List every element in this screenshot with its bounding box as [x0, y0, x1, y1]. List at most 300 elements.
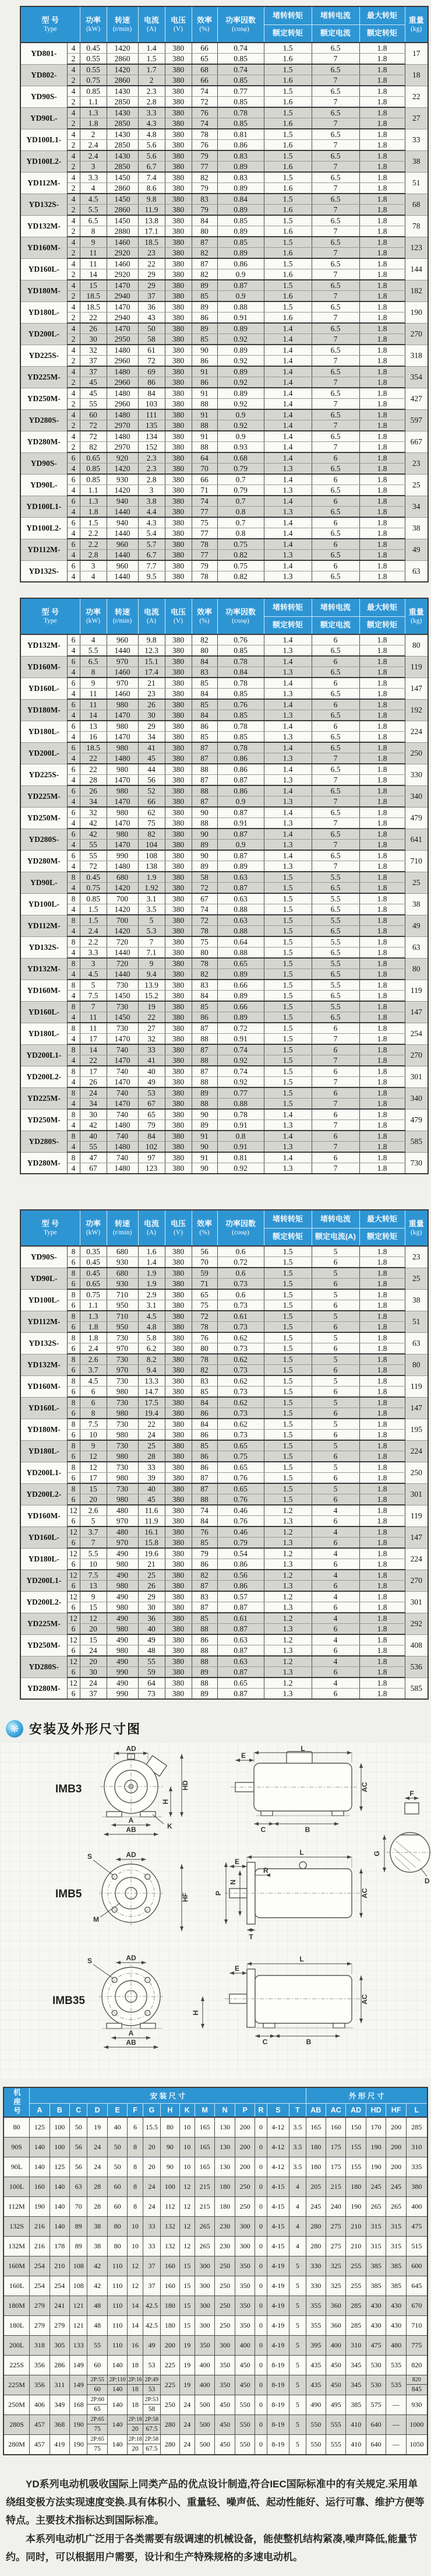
spec-cell: 5.5	[312, 893, 359, 904]
spec-cell: 87	[192, 742, 217, 753]
spec-cell: 2960	[107, 377, 138, 388]
spec-cell: 66	[192, 474, 217, 485]
spec-cell: 2	[67, 183, 80, 194]
dim-cell: 240	[326, 2196, 345, 2216]
spec-cell: 1.8	[359, 1152, 405, 1163]
weight-cell: 301	[405, 1591, 428, 1613]
spec-cell: 6.5	[312, 991, 359, 1002]
dim-cell: 300	[235, 2216, 255, 2236]
spec-cell: 91	[192, 1131, 217, 1142]
spec-cell: 5.5	[80, 205, 107, 216]
spec-table-section-1	[20, 6, 426, 582]
col-voltage-label: 电压	[170, 15, 186, 24]
spec-cell: 2	[67, 334, 80, 345]
spec-cell: 30	[138, 710, 165, 721]
spec-cell: 6.5	[312, 571, 359, 582]
spec-cell: 1.5	[138, 54, 165, 65]
spec-cell: 2860	[107, 183, 138, 194]
spec-cell: 16.1	[138, 1526, 165, 1538]
spec-cell: 930	[107, 1257, 138, 1268]
spec-cell: 1.8	[359, 807, 405, 818]
table-row	[20, 829, 428, 840]
spec-cell: 1.3	[264, 689, 312, 700]
dim-cell: 56	[70, 2137, 87, 2157]
spec-cell: 9.8	[138, 634, 165, 645]
dim-cell: 108	[70, 2276, 87, 2296]
model-cell: YD180L-	[20, 1440, 67, 1462]
spec-cell: 9	[138, 958, 165, 969]
spec-cell: 14	[80, 1044, 107, 1055]
spec-cell: 21	[138, 1559, 165, 1570]
col-speed	[107, 1210, 138, 1246]
spec-cell: 0.85	[80, 474, 107, 485]
spec-cell: 7.1	[138, 947, 165, 959]
col-weight	[405, 598, 428, 634]
spec-cell: 6	[312, 474, 359, 485]
spec-cell: 1.8	[359, 958, 405, 969]
dim-cell: 190	[366, 2157, 386, 2177]
spec-cell: 6	[67, 742, 80, 753]
spec-cell: 1420	[107, 904, 138, 915]
dim-label-ad: AD	[126, 1954, 136, 1962]
spec-cell: 3	[80, 560, 107, 571]
model-cell: YD200L2-	[20, 1483, 67, 1505]
dim-cell: 5	[289, 2414, 306, 2434]
spec-cell: 6	[312, 1044, 359, 1055]
spec-cell: 26	[80, 785, 107, 796]
spec-cell: 70	[192, 1257, 217, 1268]
spec-cell: 9.4	[138, 1365, 165, 1376]
dim-cell: 530	[366, 2355, 386, 2375]
spec-cell: 62	[138, 807, 165, 818]
spec-table-1	[20, 6, 429, 582]
spec-cell: 28	[80, 775, 107, 786]
spec-cell: 20	[80, 1656, 107, 1667]
spec-cell: 10	[80, 1430, 107, 1441]
table-row	[3, 2177, 428, 2196]
spec-cell: 0.76	[217, 634, 264, 645]
spec-cell: 7	[312, 162, 359, 173]
table-row	[20, 215, 428, 226]
weight-cell: 49	[405, 915, 428, 936]
table-row	[3, 2157, 428, 2177]
spec-cell: 380	[165, 1012, 192, 1023]
spec-cell: 2	[67, 377, 80, 388]
spec-cell: 6	[67, 764, 80, 775]
spec-cell: 1.8	[359, 496, 405, 507]
spec-cell: 1.3	[264, 753, 312, 764]
spec-cell: 2.3	[138, 452, 165, 464]
spec-cell: 380	[165, 323, 192, 334]
spec-cell: 4	[67, 485, 80, 496]
spec-cell: 1.8	[359, 1289, 405, 1300]
weight-cell: 23	[405, 1246, 428, 1268]
spec-cell: 0.76	[217, 1494, 264, 1505]
spec-cell: 25	[138, 1570, 165, 1581]
spec-cell: 380	[165, 850, 192, 861]
spec-cell: 0.92	[217, 420, 264, 431]
spec-cell: 7	[312, 226, 359, 237]
spec-cell: 0.85	[217, 689, 264, 700]
table-row	[20, 280, 428, 291]
spec-cell: 82	[192, 634, 217, 645]
spec-cell: 1480	[107, 431, 138, 442]
spec-cell: 1.4	[264, 699, 312, 710]
weight-cell: 224	[405, 1548, 428, 1570]
spec-cell: 1.5	[264, 237, 312, 248]
spec-cell: 1.6	[264, 248, 312, 259]
dim-label-l: L	[299, 1955, 304, 1963]
spec-cell: 82	[192, 172, 217, 183]
spec-cell: 0.86	[217, 785, 264, 796]
spec-cell: 6	[67, 1430, 80, 1441]
spec-cell: 6	[67, 1387, 80, 1398]
dim-col-f: F	[128, 2104, 143, 2117]
table-row	[20, 1246, 428, 1257]
dim-cell-top: 2P:18	[128, 2435, 142, 2444]
dim-col-b: B	[50, 2104, 69, 2117]
spec-cell: 1.5	[264, 1268, 312, 1279]
spec-cell: 6	[312, 1624, 359, 1635]
spec-cell: 0.56	[217, 1570, 264, 1581]
spec-cell: 1470	[107, 280, 138, 291]
spec-cell: 0.62	[217, 1332, 264, 1343]
spec-cell: 380	[165, 1289, 192, 1300]
dim-cell: 200	[161, 2335, 179, 2355]
dim-cell: 55	[87, 2335, 107, 2355]
spec-cell: 2	[67, 162, 80, 173]
spec-cell: 380	[165, 926, 192, 937]
spec-cell: 2.3	[138, 86, 165, 97]
frame-cell: 160M	[3, 2256, 30, 2276]
weight-cell: 250	[405, 742, 428, 764]
spec-cell: 1430	[107, 129, 138, 140]
spec-cell: 6	[67, 634, 80, 645]
spec-cell: 6	[312, 1365, 359, 1376]
spec-cell: 1470	[107, 710, 138, 721]
dim-cell-top: 2P:16	[128, 2375, 142, 2385]
weight-cell: 17	[405, 43, 428, 64]
spec-cell: 1.8	[359, 334, 405, 345]
spec-cell: 730	[107, 1332, 138, 1343]
spec-cell: 7	[312, 1120, 359, 1131]
spec-cell: 6	[67, 1322, 80, 1333]
spec-cell: 0.76	[217, 1473, 264, 1484]
spec-cell: 8	[67, 1419, 80, 1430]
dim-cell: 280	[306, 2236, 326, 2256]
dim-label-r: R	[263, 1866, 269, 1875]
spec-cell: 1.8	[359, 323, 405, 334]
spec-cell: 90	[192, 1142, 217, 1153]
dim-label-h: H	[192, 2010, 200, 2016]
spec-cell: 18.5	[138, 237, 165, 248]
dim-cell: 350	[235, 2256, 255, 2276]
spec-cell: 1.8	[359, 785, 405, 796]
spec-cell: 8.6	[138, 183, 165, 194]
col-power	[80, 598, 107, 634]
frame-cell: 100L	[3, 2177, 30, 2196]
spec-cell: 2850	[107, 97, 138, 108]
dimension-letter-row	[3, 2104, 428, 2117]
spec-cell: 380	[165, 1634, 192, 1645]
dim-cell: 5	[289, 2375, 306, 2395]
spec-cell: 730	[107, 1483, 138, 1494]
spec-cell: 380	[165, 517, 192, 528]
spec-cell: 380	[165, 97, 192, 108]
spec-cell: 1.8	[359, 1120, 405, 1131]
spec-cell: 380	[165, 1077, 192, 1088]
dim-cell: 450	[235, 2375, 255, 2395]
dim-cell-bottom: 60	[94, 2386, 101, 2393]
spec-cell: 6	[67, 496, 80, 507]
spec-cell: 12.3	[138, 645, 165, 657]
spec-cell: 52	[138, 785, 165, 796]
spec-cell: 8	[67, 1246, 80, 1257]
dim-cell: 14	[128, 2296, 143, 2315]
dim-cell: 132	[161, 2216, 179, 2236]
spec-cell: 1.3	[264, 1516, 312, 1527]
table-row	[20, 1408, 428, 1419]
spec-cell: 85	[192, 1440, 217, 1451]
weight-cell: 427	[405, 388, 428, 409]
dim-cell: 1000	[406, 2414, 428, 2434]
model-cell: YD225M-	[20, 366, 67, 388]
spec-cell: 1.4	[264, 388, 312, 399]
spec-cell: 0.91	[217, 1034, 264, 1045]
spec-cell: 1.3	[264, 840, 312, 851]
dim-cell: 0	[255, 2276, 267, 2296]
table-row	[20, 162, 428, 173]
dim-cell: 300	[195, 2256, 214, 2276]
spec-cell: 0.84	[217, 194, 264, 205]
spec-cell: 2	[67, 54, 80, 65]
weight-cell: 270	[405, 1044, 428, 1066]
spec-cell: 1.4	[138, 1257, 165, 1268]
spec-cell: 7	[312, 399, 359, 410]
spec-cell: 0.72	[217, 1257, 264, 1268]
dim-cell: 4-15	[267, 2216, 289, 2236]
spec-cell: 4	[67, 840, 80, 851]
spec-cell: 1.8	[359, 1483, 405, 1494]
dim-cell: 555	[326, 2434, 345, 2455]
dim-cell: 3.5	[289, 2137, 306, 2157]
dim-cell-top: 2P:60	[87, 2395, 107, 2405]
spec-cell: 9	[80, 1440, 107, 1451]
spec-cell: 2	[67, 442, 80, 453]
spec-cell: 28	[138, 1451, 165, 1462]
col-max-torque-top: 最大转矩	[359, 598, 405, 616]
spec-cell: 0.55	[80, 54, 107, 65]
spec-cell: 1.5	[264, 1440, 312, 1451]
spec-cell: 1.8	[359, 388, 405, 399]
spec-cell: 33	[138, 1044, 165, 1055]
spec-cell: 1.5	[264, 1012, 312, 1023]
spec-cell: 960	[107, 634, 138, 645]
spec-cell: 380	[165, 1163, 192, 1174]
spec-cell: 1.6	[264, 75, 312, 86]
spec-cell: 1.4	[264, 539, 312, 550]
col-locked-torque-top: 堵转转矩	[264, 598, 312, 616]
spec-cell: 1.8	[359, 1397, 405, 1408]
spec-cell: 1.8	[359, 1538, 405, 1549]
spec-cell: 13.3	[138, 1375, 165, 1387]
spec-cell: 6.5	[80, 656, 107, 667]
spec-cell: 1.5	[264, 1343, 312, 1354]
spec-cell: 380	[165, 1559, 192, 1570]
table-row	[20, 818, 428, 829]
dim-cell: 225	[161, 2355, 179, 2375]
spec-cell: 7	[312, 420, 359, 431]
spec-cell: 5.5	[312, 936, 359, 947]
table-row	[20, 1001, 428, 1012]
spec-cell: 12	[67, 1526, 80, 1538]
dim-label-a: A	[128, 1816, 134, 1824]
spec-cell: 380	[165, 366, 192, 377]
col-locked-current-bottom: 额定电流	[312, 616, 359, 634]
dim-cell: 254	[50, 2276, 69, 2296]
table-row	[20, 388, 428, 399]
dim-cell: 0	[255, 2177, 267, 2196]
spec-cell: 1.4	[264, 474, 312, 485]
spec-cell: 1.2	[264, 1505, 312, 1516]
table-row	[20, 1120, 428, 1131]
col-speed	[107, 598, 138, 634]
dim-cell: 19	[179, 2335, 195, 2355]
spec-cell: 480	[107, 1505, 138, 1516]
spec-cell: 24	[80, 1087, 107, 1099]
model-cell: YD160L-	[20, 258, 67, 280]
table-row	[3, 2315, 428, 2335]
spec-cell: 380	[165, 807, 192, 818]
spec-cell: 1.4	[264, 409, 312, 420]
spec-cell: 7	[312, 97, 359, 108]
dim-cell: 125	[50, 2157, 69, 2177]
dim-cell: 300	[215, 2335, 235, 2355]
spec-cell: 1.3	[264, 550, 312, 561]
weight-cell: 33	[405, 129, 428, 150]
col-weight-unit: (kg)	[411, 617, 422, 624]
frame-cell: 200L	[3, 2335, 30, 2355]
spec-cell: 36	[138, 1613, 165, 1624]
spec-cell: 88	[192, 818, 217, 829]
spec-cell: 77	[192, 528, 217, 539]
spec-cell: 380	[165, 1268, 192, 1279]
spec-cell: 6.5	[312, 732, 359, 743]
table-row	[20, 678, 428, 689]
spec-cell: 18.5	[80, 291, 107, 302]
model-cell: YD180M-	[20, 280, 67, 301]
frame-cell: 160L	[3, 2276, 30, 2296]
table-row	[20, 958, 428, 969]
spec-cell: 84	[138, 1131, 165, 1142]
spec-cell: 0.76	[217, 699, 264, 710]
dim-cell: 280	[161, 2434, 179, 2455]
model-cell: YD132S-	[20, 560, 67, 582]
col-max-torque-bottom: 额定转矩	[359, 24, 405, 43]
dim-cell: 3.5	[289, 2157, 306, 2177]
spec-cell: 380	[165, 1440, 192, 1451]
spec-cell: 25	[138, 1440, 165, 1451]
spec-cell: 4	[80, 183, 107, 194]
spec-cell: 4	[67, 129, 80, 140]
spec-cell: 30	[80, 1109, 107, 1120]
spec-cell: 1.8	[359, 1408, 405, 1419]
spec-cell: 0.8	[217, 507, 264, 518]
col-power-factor	[217, 6, 264, 43]
spec-cell: 1.8	[359, 248, 405, 259]
spec-cell: 0.85	[80, 893, 107, 904]
dim-cell: 1050	[406, 2434, 428, 2455]
dim-cell: 60	[107, 2177, 127, 2196]
spec-cell: 740	[107, 1131, 138, 1142]
model-cell: YD200L2-	[20, 1066, 67, 1087]
spec-cell: 380	[165, 485, 192, 496]
spec-cell: 0.88	[217, 904, 264, 915]
spec-cell: 1.8	[359, 485, 405, 496]
spec-cell: 74	[192, 118, 217, 129]
spec-cell: 6	[67, 1473, 80, 1484]
weight-cell: 119	[405, 980, 428, 1001]
spec-cell: 1.8	[359, 1505, 405, 1516]
spec-cell: 0.74	[217, 64, 264, 75]
spec-cell: 7	[312, 75, 359, 86]
spec-cell: 8	[67, 1440, 80, 1451]
table-row	[20, 1034, 428, 1045]
spec-cell: 6.5	[312, 237, 359, 248]
table-row	[20, 1494, 428, 1505]
spec-cell: 1470	[107, 1055, 138, 1066]
col-voltage	[165, 598, 192, 634]
spec-cell: 2.4	[80, 926, 107, 937]
spec-cell: 1420	[107, 926, 138, 937]
spec-cell: 12	[67, 1613, 80, 1624]
col-current-label: 电流	[143, 1219, 159, 1228]
col-power-label: 功率	[85, 1219, 101, 1228]
spec-cell: 6.5	[312, 194, 359, 205]
dim-col-m: M	[195, 2104, 214, 2117]
dim-cell: 385	[346, 2395, 366, 2414]
spec-cell: 7	[312, 377, 359, 388]
table-row	[20, 442, 428, 453]
spec-cell: 380	[165, 710, 192, 721]
spec-cell: 1470	[107, 323, 138, 334]
spec-cell: 0.73	[217, 1322, 264, 1333]
spec-cell: 1440	[107, 947, 138, 959]
dim-col-c: C	[70, 2104, 87, 2117]
spec-cell: 5.4	[138, 528, 165, 539]
spec-cell: 86	[192, 1634, 217, 1645]
spec-table-2	[20, 598, 429, 1174]
spec-cell: 1.8	[359, 194, 405, 205]
dim-cell: 130	[215, 2117, 235, 2138]
spec-cell: 380	[165, 1044, 192, 1055]
spec-cell: 90	[192, 1109, 217, 1120]
spec-cell: 1.8	[359, 678, 405, 689]
table-row	[20, 118, 428, 129]
dim-cell-top: 2P:18	[128, 2415, 142, 2424]
spec-cell: 940	[107, 496, 138, 507]
dim-cell: 400	[406, 2196, 428, 2216]
spec-cell: 380	[165, 689, 192, 700]
spec-cell: 0.35	[80, 1246, 107, 1257]
spec-cell: 730	[107, 1462, 138, 1473]
spec-cell: 2	[67, 118, 80, 129]
table-row	[3, 2117, 428, 2138]
spec-cell: 30	[80, 334, 107, 345]
dim-label-d: D	[425, 1877, 430, 1885]
spec-cell: 1.8	[359, 947, 405, 959]
spec-cell: 380	[165, 64, 192, 75]
